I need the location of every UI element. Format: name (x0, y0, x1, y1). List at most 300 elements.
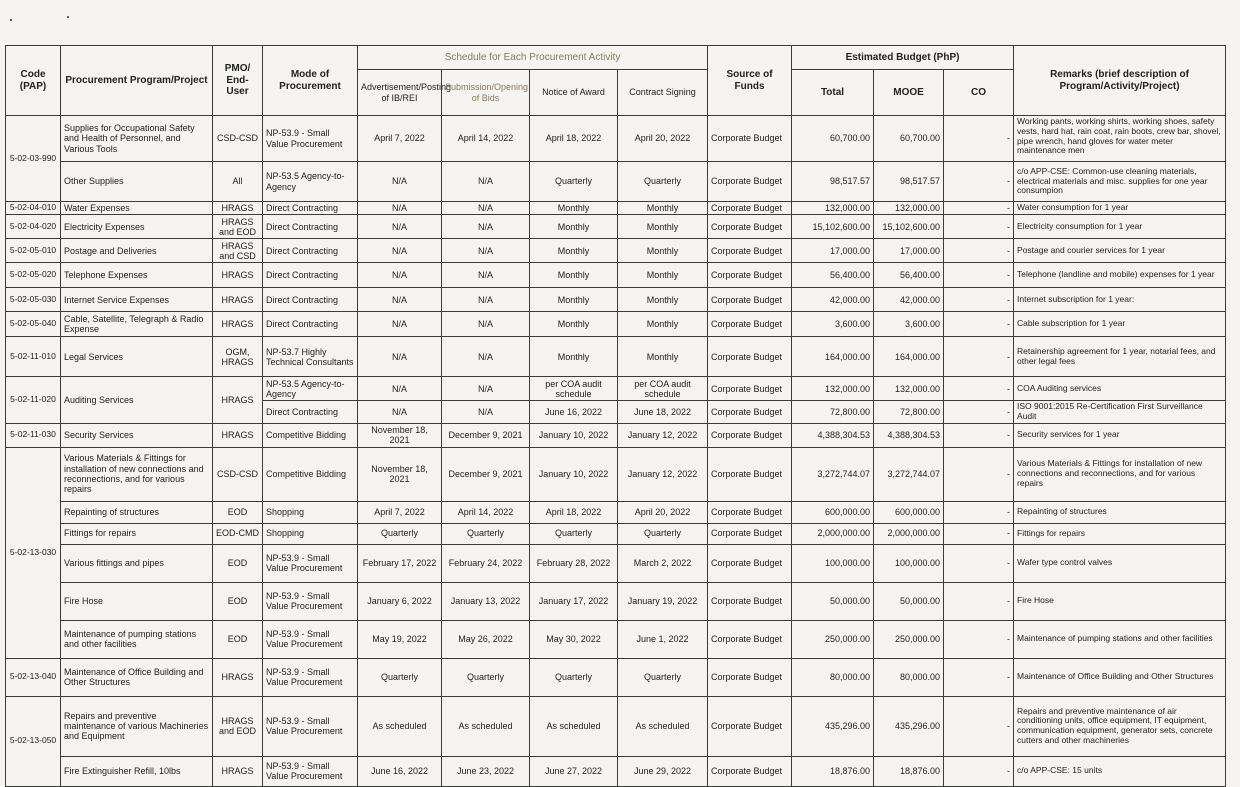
adv-cell: N/A (358, 263, 442, 288)
noa-cell: January 17, 2022 (530, 582, 618, 620)
program-cell: Internet Service Expenses (61, 288, 213, 312)
mode-cell: Direct Contracting (263, 312, 358, 337)
noa-cell: Monthly (530, 239, 618, 263)
mode-cell: NP-53.9 - Small Value Procurement (263, 116, 358, 162)
mooe-cell: 3,272,744.07 (874, 447, 944, 501)
sub-cell: May 26, 2022 (442, 620, 530, 658)
source-cell: Corporate Budget (708, 696, 792, 756)
table-row (6, 377, 1226, 401)
program-cell: Various Materials & Fittings for installation of new connections and reconnections, and for various repairs (61, 447, 213, 501)
source-cell: Corporate Budget (708, 582, 792, 620)
mooe-cell: 164,000.00 (874, 337, 944, 377)
sub-cell: April 14, 2022 (442, 501, 530, 523)
noa-cell: Quarterly (530, 658, 618, 696)
program-cell: Security Services (61, 423, 213, 447)
mooe-cell: 3,600.00 (874, 312, 944, 337)
total-cell: 18,876.00 (792, 756, 874, 786)
pmo-cell: EOD (213, 544, 263, 582)
program-cell: Repairs and preventive maintenance of various Machineries and Equipment (61, 696, 213, 756)
mooe-cell: 4,388,304.53 (874, 423, 944, 447)
adv-cell: June 16, 2022 (358, 756, 442, 786)
sub-cell: N/A (442, 215, 530, 239)
mooe-cell: 80,000.00 (874, 658, 944, 696)
adv-cell: N/A (358, 202, 442, 215)
co-cell: - (944, 501, 1014, 523)
co-cell: - (944, 620, 1014, 658)
header-remarks: Remarks (brief description of Program/Activity/Project) (1014, 46, 1226, 116)
table-row (6, 620, 1226, 658)
contract-cell: Quarterly (618, 658, 708, 696)
total-cell: 3,272,744.07 (792, 447, 874, 501)
mooe-cell: 132,000.00 (874, 202, 944, 215)
code-cell: 5-02-05-020 (6, 263, 61, 288)
adv-cell: N/A (358, 215, 442, 239)
mode-cell: NP-53.7 Highly Technical Consultants (263, 337, 358, 377)
co-cell: - (944, 312, 1014, 337)
contract-cell: April 20, 2022 (618, 116, 708, 162)
noa-cell: May 30, 2022 (530, 620, 618, 658)
source-cell: Corporate Budget (708, 312, 792, 337)
adv-cell: February 17, 2022 (358, 544, 442, 582)
mode-cell: NP-53.9 - Small Value Procurement (263, 544, 358, 582)
code-cell: 5-02-04-010 (6, 202, 61, 215)
remarks-cell: Water consumption for 1 year (1014, 202, 1226, 215)
pmo-cell: HRAGS (213, 423, 263, 447)
remarks-cell: Internet subscription for 1 year: (1014, 288, 1226, 312)
noa-cell: Monthly (530, 215, 618, 239)
adv-cell: As scheduled (358, 696, 442, 756)
co-cell: - (944, 658, 1014, 696)
adv-cell: November 18, 2021 (358, 447, 442, 501)
pmo-cell: CSD-CSD (213, 116, 263, 162)
table-row (6, 501, 1226, 523)
pmo-cell: OGM, HRAGS (213, 337, 263, 377)
program-cell: Various fittings and pipes (61, 544, 213, 582)
program-cell: Cable, Satellite, Telegraph & Radio Expense (61, 312, 213, 337)
mooe-cell: 72,800.00 (874, 401, 944, 424)
total-cell: 17,000.00 (792, 239, 874, 263)
table-row (6, 312, 1226, 337)
pmo-cell: HRAGS (213, 377, 263, 424)
co-cell: - (944, 696, 1014, 756)
co-cell: - (944, 582, 1014, 620)
noa-cell: April 18, 2022 (530, 116, 618, 162)
header-submission: Submission/Opening of Bids (442, 70, 530, 116)
mode-cell: Competitive Bidding (263, 447, 358, 501)
co-cell: - (944, 544, 1014, 582)
code-cell: 5-02-05-030 (6, 288, 61, 312)
header-code: Code (PAP) (6, 46, 61, 116)
source-cell: Corporate Budget (708, 423, 792, 447)
contract-cell: January 19, 2022 (618, 582, 708, 620)
header-mooe: MOOE (874, 70, 944, 116)
contract-cell: Quarterly (618, 162, 708, 202)
noa-cell: January 10, 2022 (530, 447, 618, 501)
scan-speck (67, 16, 69, 18)
noa-cell: Quarterly (530, 523, 618, 544)
co-cell: - (944, 523, 1014, 544)
pmo-cell: EOD (213, 501, 263, 523)
noa-cell: June 16, 2022 (530, 401, 618, 424)
co-cell: - (944, 447, 1014, 501)
remarks-cell: Telephone (landline and mobile) expenses for 1 year (1014, 263, 1226, 288)
pmo-cell: HRAGS (213, 288, 263, 312)
pmo-cell: HRAGS (213, 202, 263, 215)
header-advertisement: Advertisement/Posting of IB/REI (358, 70, 442, 116)
header-budget: Estimated Budget (PhP) (792, 46, 1014, 70)
program-cell: Legal Services (61, 337, 213, 377)
mooe-cell: 435,296.00 (874, 696, 944, 756)
mooe-cell: 56,400.00 (874, 263, 944, 288)
remarks-cell: Cable subscription for 1 year (1014, 312, 1226, 337)
pmo-cell: HRAGS and EOD (213, 696, 263, 756)
mode-cell: Shopping (263, 501, 358, 523)
mooe-cell: 42,000.00 (874, 288, 944, 312)
sub-cell: N/A (442, 263, 530, 288)
remarks-cell: Maintenance of Office Building and Other Structures (1014, 658, 1226, 696)
source-cell: Corporate Budget (708, 523, 792, 544)
source-cell: Corporate Budget (708, 162, 792, 202)
mode-cell: Direct Contracting (263, 202, 358, 215)
sub-cell: N/A (442, 337, 530, 377)
mooe-cell: 15,102,600.00 (874, 215, 944, 239)
program-cell: Fittings for repairs (61, 523, 213, 544)
program-cell: Maintenance of Office Building and Other Structures (61, 658, 213, 696)
source-cell: Corporate Budget (708, 116, 792, 162)
source-cell: Corporate Budget (708, 202, 792, 215)
adv-cell: N/A (358, 312, 442, 337)
adv-cell: April 7, 2022 (358, 501, 442, 523)
source-cell: Corporate Budget (708, 447, 792, 501)
source-cell: Corporate Budget (708, 337, 792, 377)
remarks-cell: Postage and courier services for 1 year (1014, 239, 1226, 263)
source-cell: Corporate Budget (708, 658, 792, 696)
mooe-cell: 60,700.00 (874, 116, 944, 162)
mooe-cell: 18,876.00 (874, 756, 944, 786)
noa-cell: Monthly (530, 202, 618, 215)
co-cell: - (944, 756, 1014, 786)
noa-cell: Quarterly (530, 162, 618, 202)
noa-cell: per COA audit schedule (530, 377, 618, 401)
source-cell: Corporate Budget (708, 501, 792, 523)
pmo-cell: HRAGS (213, 756, 263, 786)
header-contract-signing: Contract Signing (618, 70, 708, 116)
contract-cell: June 18, 2022 (618, 401, 708, 424)
table-row (6, 116, 1226, 162)
source-cell: Corporate Budget (708, 544, 792, 582)
header-co: CO (944, 70, 1014, 116)
total-cell: 42,000.00 (792, 288, 874, 312)
program-cell: Auditing Services (61, 377, 213, 424)
program-cell: Water Expenses (61, 202, 213, 215)
table-row (6, 337, 1226, 377)
program-cell: Telephone Expenses (61, 263, 213, 288)
sub-cell: N/A (442, 239, 530, 263)
contract-cell: Monthly (618, 312, 708, 337)
source-cell: Corporate Budget (708, 288, 792, 312)
header-schedule: Schedule for Each Procurement Activity (358, 46, 708, 70)
sub-cell: N/A (442, 312, 530, 337)
code-cell: 5-02-04-020 (6, 215, 61, 239)
total-cell: 600,000.00 (792, 501, 874, 523)
sub-cell: N/A (442, 401, 530, 424)
code-cell: 5-02-11-010 (6, 337, 61, 377)
source-cell: Corporate Budget (708, 377, 792, 401)
contract-cell: Monthly (618, 337, 708, 377)
co-cell: - (944, 423, 1014, 447)
mode-cell: NP-53.9 - Small Value Procurement (263, 582, 358, 620)
adv-cell: N/A (358, 239, 442, 263)
adv-cell: N/A (358, 377, 442, 401)
contract-cell: per COA audit schedule (618, 377, 708, 401)
mode-cell: Competitive Bidding (263, 423, 358, 447)
adv-cell: Quarterly (358, 523, 442, 544)
mode-cell: Shopping (263, 523, 358, 544)
mode-cell: NP-53.9 - Small Value Procurement (263, 756, 358, 786)
co-cell: - (944, 116, 1014, 162)
table-row (6, 696, 1226, 756)
mooe-cell: 250,000.00 (874, 620, 944, 658)
sub-cell: N/A (442, 162, 530, 202)
header-program: Procurement Program/Project (61, 46, 213, 116)
table-row (6, 239, 1226, 263)
pmo-cell: EOD-CMD (213, 523, 263, 544)
mode-cell: Direct Contracting (263, 263, 358, 288)
noa-cell: April 18, 2022 (530, 501, 618, 523)
sub-cell: June 23, 2022 (442, 756, 530, 786)
co-cell: - (944, 337, 1014, 377)
table-row (6, 202, 1226, 215)
total-cell: 3,600.00 (792, 312, 874, 337)
noa-cell: Monthly (530, 263, 618, 288)
total-cell: 60,700.00 (792, 116, 874, 162)
total-cell: 4,388,304.53 (792, 423, 874, 447)
program-cell: Postage and Deliveries (61, 239, 213, 263)
total-cell: 50,000.00 (792, 582, 874, 620)
table-row (6, 288, 1226, 312)
pmo-cell: HRAGS and EOD (213, 215, 263, 239)
contract-cell: June 29, 2022 (618, 756, 708, 786)
co-cell: - (944, 263, 1014, 288)
noa-cell: Monthly (530, 312, 618, 337)
remarks-cell: Maintenance of pumping stations and other facilities (1014, 620, 1226, 658)
pmo-cell: HRAGS (213, 263, 263, 288)
adv-cell: N/A (358, 162, 442, 202)
table-row (6, 544, 1226, 582)
co-cell: - (944, 215, 1014, 239)
mode-cell: Direct Contracting (263, 401, 358, 424)
contract-cell: As scheduled (618, 696, 708, 756)
co-cell: - (944, 162, 1014, 202)
total-cell: 80,000.00 (792, 658, 874, 696)
program-cell: Fire Hose (61, 582, 213, 620)
total-cell: 435,296.00 (792, 696, 874, 756)
adv-cell: N/A (358, 337, 442, 377)
mode-cell: Direct Contracting (263, 215, 358, 239)
adv-cell: N/A (358, 288, 442, 312)
program-cell: Fire Extinguisher Refill, 10lbs (61, 756, 213, 786)
contract-cell: Quarterly (618, 523, 708, 544)
remarks-cell: Security services for 1 year (1014, 423, 1226, 447)
code-cell: 5-02-13-030 (6, 447, 61, 658)
adv-cell: April 7, 2022 (358, 116, 442, 162)
header-source: Source of Funds (708, 46, 792, 116)
source-cell: Corporate Budget (708, 215, 792, 239)
contract-cell: Monthly (618, 239, 708, 263)
header-total: Total (792, 70, 874, 116)
total-cell: 72,800.00 (792, 401, 874, 424)
adv-cell: Quarterly (358, 658, 442, 696)
pmo-cell: HRAGS (213, 312, 263, 337)
total-cell: 164,000.00 (792, 337, 874, 377)
noa-cell: Monthly (530, 337, 618, 377)
remarks-cell: Fittings for repairs (1014, 523, 1226, 544)
noa-cell: Monthly (530, 288, 618, 312)
mode-cell: NP-53.5 Agency-to-Agency (263, 162, 358, 202)
adv-cell: May 19, 2022 (358, 620, 442, 658)
remarks-cell: Repainting of structures (1014, 501, 1226, 523)
program-cell: Supplies for Occupational Safety and Health of Personnel, and Various Tools (61, 116, 213, 162)
adv-cell: N/A (358, 401, 442, 424)
co-cell: - (944, 401, 1014, 424)
mooe-cell: 17,000.00 (874, 239, 944, 263)
contract-cell: January 12, 2022 (618, 423, 708, 447)
contract-cell: June 1, 2022 (618, 620, 708, 658)
pmo-cell: EOD (213, 582, 263, 620)
sub-cell: As scheduled (442, 696, 530, 756)
total-cell: 100,000.00 (792, 544, 874, 582)
total-cell: 132,000.00 (792, 202, 874, 215)
mode-cell: NP-53.9 - Small Value Procurement (263, 696, 358, 756)
code-cell: 5-02-11-020 (6, 377, 61, 424)
contract-cell: Monthly (618, 202, 708, 215)
sub-cell: December 9, 2021 (442, 423, 530, 447)
program-cell: Electricity Expenses (61, 215, 213, 239)
remarks-cell: c/o APP-CSE: Common-use cleaning materials, electrical materials and misc. supplies for one year consumpion (1014, 162, 1226, 202)
pmo-cell: CSD-CSD (213, 447, 263, 501)
mooe-cell: 50,000.00 (874, 582, 944, 620)
co-cell: - (944, 288, 1014, 312)
co-cell: - (944, 377, 1014, 401)
code-cell: 5-02-05-040 (6, 312, 61, 337)
source-cell: Corporate Budget (708, 620, 792, 658)
contract-cell: March 2, 2022 (618, 544, 708, 582)
table-row (6, 447, 1226, 501)
table-row (6, 756, 1226, 786)
total-cell: 15,102,600.00 (792, 215, 874, 239)
mooe-cell: 600,000.00 (874, 501, 944, 523)
table-row (6, 162, 1226, 202)
pmo-cell: All (213, 162, 263, 202)
mooe-cell: 2,000,000.00 (874, 523, 944, 544)
total-cell: 2,000,000.00 (792, 523, 874, 544)
header-notice-of-award: Notice of Award (530, 70, 618, 116)
table-row (6, 658, 1226, 696)
pmo-cell: HRAGS and CSD (213, 239, 263, 263)
adv-cell: January 6, 2022 (358, 582, 442, 620)
remarks-cell: Wafer type control valves (1014, 544, 1226, 582)
pmo-cell: EOD (213, 620, 263, 658)
remarks-cell: COA Auditing services (1014, 377, 1226, 401)
code-cell: 5-02-13-050 (6, 696, 61, 786)
sub-cell: Quarterly (442, 523, 530, 544)
remarks-cell: Repairs and preventive maintenance of air conditioning units, office equipment, IT equipment, communication equipment, generator sets, concrete cutters and other machineries (1014, 696, 1226, 756)
total-cell: 250,000.00 (792, 620, 874, 658)
total-cell: 98,517.57 (792, 162, 874, 202)
header-mode: Mode of Procurement (263, 46, 358, 116)
scan-speck (10, 19, 12, 21)
table-row (6, 263, 1226, 288)
table-row (6, 215, 1226, 239)
adv-cell: November 18, 2021 (358, 423, 442, 447)
remarks-cell: Various Materials & Fittings for installation of new connections and reconnections, and for various repairs (1014, 447, 1226, 501)
remarks-cell: Working pants, working shirts, working shoes, safety vests, hard hat, rain coat, rain boots, crew bar, shovel, pipe wrench, hand gloves for water meter maintenance men (1014, 116, 1226, 162)
mode-cell: NP-53.5 Agency-to-Agency (263, 377, 358, 401)
mode-cell: Direct Contracting (263, 288, 358, 312)
table-row (6, 582, 1226, 620)
sub-cell: Quarterly (442, 658, 530, 696)
sub-cell: N/A (442, 377, 530, 401)
noa-cell: June 27, 2022 (530, 756, 618, 786)
contract-cell: Monthly (618, 215, 708, 239)
sub-cell: April 14, 2022 (442, 116, 530, 162)
sub-cell: N/A (442, 202, 530, 215)
mooe-cell: 132,000.00 (874, 377, 944, 401)
procurement-plan-table (5, 45, 1226, 787)
sub-cell: January 13, 2022 (442, 582, 530, 620)
code-cell: 5-02-05-010 (6, 239, 61, 263)
remarks-cell: c/o APP-CSE: 15 units (1014, 756, 1226, 786)
total-cell: 132,000.00 (792, 377, 874, 401)
mooe-cell: 98,517.57 (874, 162, 944, 202)
noa-cell: January 10, 2022 (530, 423, 618, 447)
noa-cell: February 28, 2022 (530, 544, 618, 582)
source-cell: Corporate Budget (708, 401, 792, 424)
code-cell: 5-02-13-040 (6, 658, 61, 696)
sub-cell: December 9, 2021 (442, 447, 530, 501)
remarks-cell: Electricity consumption for 1 year (1014, 215, 1226, 239)
pmo-cell: HRAGS (213, 658, 263, 696)
program-cell: Repainting of structures (61, 501, 213, 523)
mode-cell: NP-53.9 - Small Value Procurement (263, 620, 358, 658)
program-cell: Other Supplies (61, 162, 213, 202)
co-cell: - (944, 239, 1014, 263)
table-row (6, 423, 1226, 447)
sub-cell: N/A (442, 288, 530, 312)
table-row (6, 523, 1226, 544)
code-cell: 5-02-11-030 (6, 423, 61, 447)
source-cell: Corporate Budget (708, 756, 792, 786)
contract-cell: January 12, 2022 (618, 447, 708, 501)
source-cell: Corporate Budget (708, 239, 792, 263)
code-cell: 5-02-03-990 (6, 116, 61, 202)
remarks-cell: Fire Hose (1014, 582, 1226, 620)
remarks-cell: ISO 9001:2015 Re-Certification First Surveillance Audit (1014, 401, 1226, 424)
sub-cell: February 24, 2022 (442, 544, 530, 582)
remarks-cell: Retainership agreement for 1 year, notarial fees, and other legal fees (1014, 337, 1226, 377)
mode-cell: Direct Contracting (263, 239, 358, 263)
program-cell: Maintenance of pumping stations and other facilities (61, 620, 213, 658)
header-pmo: PMO/ End-User (213, 46, 263, 116)
noa-cell: As scheduled (530, 696, 618, 756)
co-cell: - (944, 202, 1014, 215)
contract-cell: Monthly (618, 288, 708, 312)
total-cell: 56,400.00 (792, 263, 874, 288)
mode-cell: NP-53.9 - Small Value Procurement (263, 658, 358, 696)
contract-cell: April 20, 2022 (618, 501, 708, 523)
contract-cell: Monthly (618, 263, 708, 288)
mooe-cell: 100,000.00 (874, 544, 944, 582)
